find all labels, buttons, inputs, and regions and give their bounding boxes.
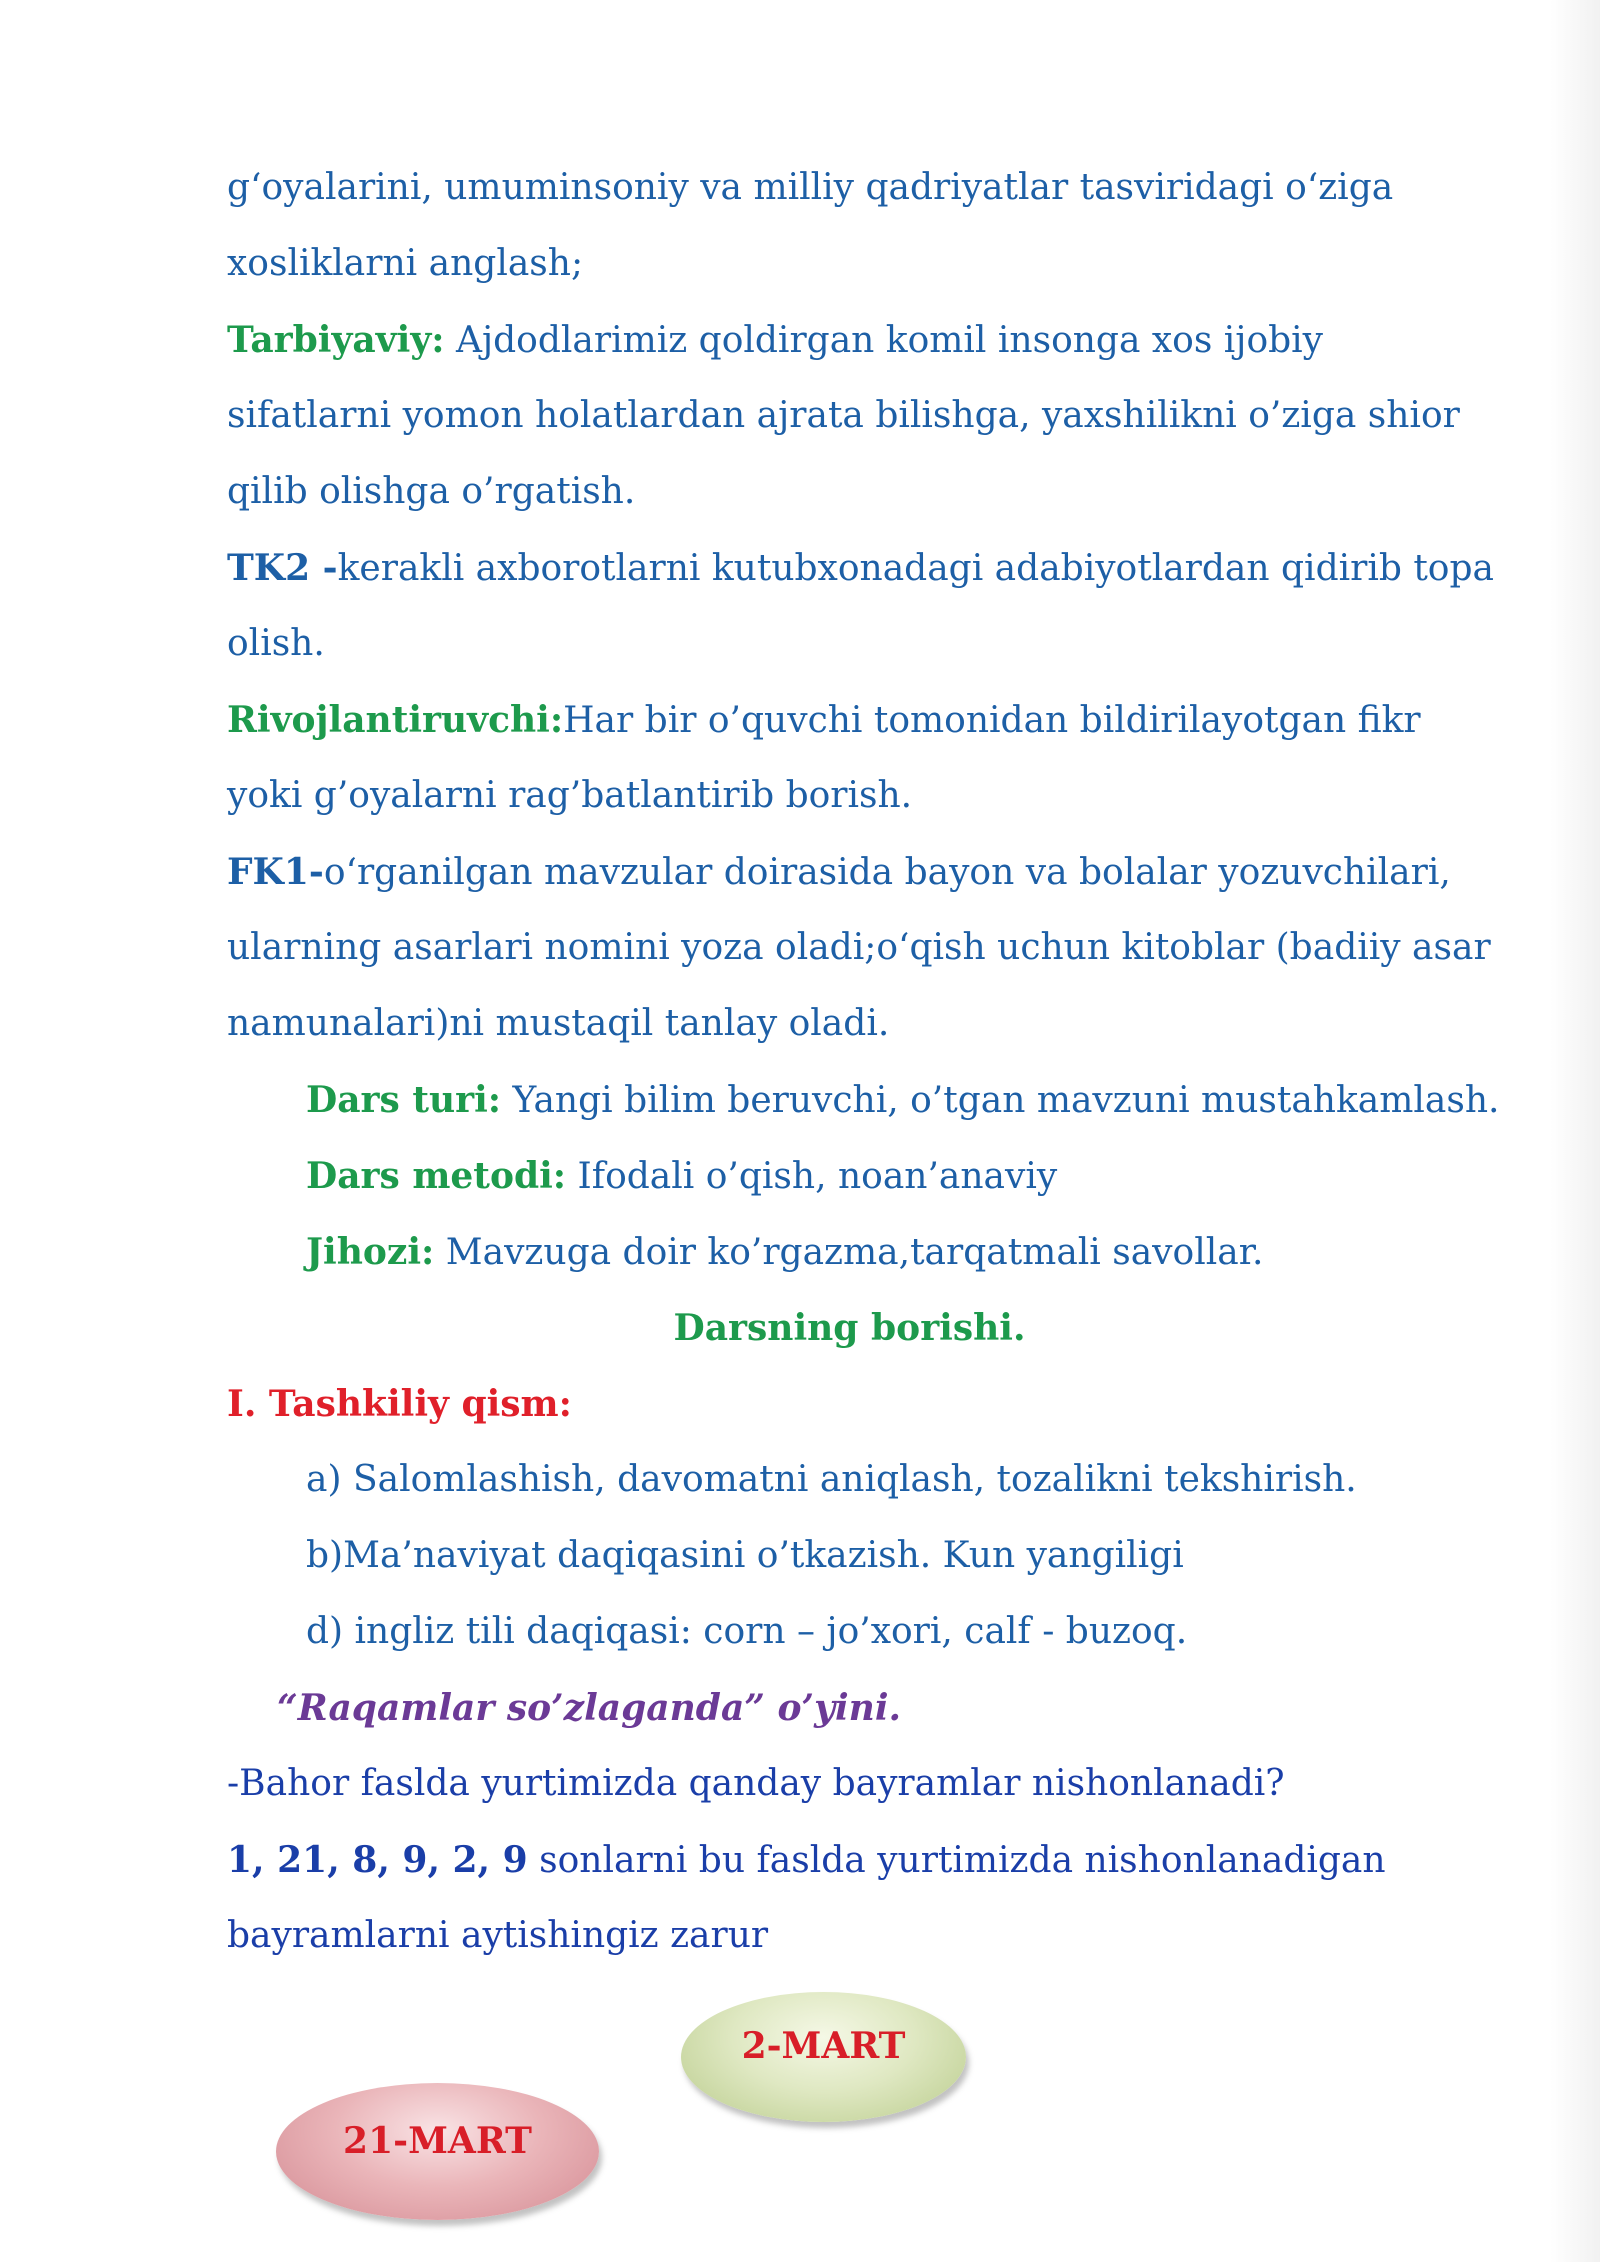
document-body <box>227 150 1527 1974</box>
game-question: -Bahor faslda yurtimizda qanday bayramlar nishonlanadi? <box>227 1763 1285 1804</box>
paragraph-text: g‘oyalarini, umuminsoniy va milliy qadriyatlar tasviridagi o‘ziga <box>227 167 1394 208</box>
rivojlantiruvchi-label: Rivojlantiruvchi: <box>227 699 564 741</box>
text-line <box>227 454 1527 530</box>
progress-heading-line <box>227 1290 1472 1366</box>
paragraph-text: namunalari)ni mustaqil tanlay oladi. <box>227 1003 890 1044</box>
rivojlantiruvchi-line <box>227 682 1527 758</box>
dars-metodi-text: Ifodali o’qish, noan’anaviy <box>566 1156 1058 1197</box>
tk2-line <box>227 530 1527 606</box>
list-item <box>227 1594 1527 1670</box>
rivojlantiruvchi-text: Har bir o’quvchi tomonidan bildirilayotgan fikr <box>563 700 1421 741</box>
jihozi-label: Jihozi: <box>306 1231 435 1273</box>
paragraph-text: ularning asarlari nomini yoza oladi;o‘qish uchun kitoblar (badiiy asar <box>227 927 1491 968</box>
list-item-a: a) Salomlashish, davomatni aniqlash, tozalikni tekshirish. <box>306 1459 1357 1500</box>
game-title: “Raqamlar so’zlaganda” o’yini. <box>277 1687 902 1729</box>
list-item-b: b)Ma’naviyat daqiqasini o’tkazish. Kun yangiligi <box>306 1535 1184 1576</box>
game-title-line <box>227 1670 1527 1746</box>
jihozi-text: Mavzuga doir ko’rgazma,tarqatmali savollar. <box>434 1232 1264 1273</box>
game-numbers: 1, 21, 8, 9, 2, 9 <box>227 1839 528 1881</box>
dars-turi-text: Yangi bilim beruvchi, o’tgan mavzuni mustahkamlash. <box>501 1080 1500 1121</box>
game-last-text: bayramlarni aytishingiz zarur <box>227 1915 769 1956</box>
game-question-line <box>227 1746 1527 1822</box>
text-line <box>227 226 1527 302</box>
paragraph-text: qilib olishga o’rgatish. <box>227 471 636 512</box>
game-numbers-text: sonlarni bu faslda yurtimizda nishonlanadigan <box>527 1840 1386 1881</box>
list-item-d: d) ingliz tili daqiqasi: corn – jo’xori, calf - buzoq. <box>306 1611 1188 1652</box>
tarbiyaviy-text: Ajdodlarimiz qoldirgan komil insonga xos ijobiy <box>444 320 1324 361</box>
paragraph-text: xosliklarni anglash; <box>227 243 584 284</box>
dars-turi-line <box>227 1062 1527 1138</box>
dars-metodi-label: Dars metodi: <box>306 1155 567 1197</box>
tarbiyaviy-line <box>227 302 1527 378</box>
progress-heading: Darsning borishi. <box>673 1307 1026 1349</box>
section-heading: I. Tashkiliy qism: <box>227 1383 572 1425</box>
paragraph-text: sifatlarni yomon holatlardan ajrata bilishga, yaxshilikni o’ziga shior <box>227 395 1460 436</box>
tarbiyaviy-label: Tarbiyaviy: <box>227 319 445 361</box>
holiday-label: 2-MART <box>741 2025 906 2067</box>
paragraph-text: yoki g’oyalarni rag’batlantirib borish. <box>227 775 913 816</box>
holiday-oval-21-mart <box>276 2083 599 2220</box>
text-line <box>227 606 1527 682</box>
jihozi-line <box>227 1214 1527 1290</box>
list-item <box>227 1442 1527 1518</box>
game-last-line <box>227 1898 1527 1974</box>
text-line <box>227 758 1527 834</box>
section-heading-line <box>227 1366 1527 1442</box>
tk2-label: TK2 - <box>227 547 338 589</box>
game-numbers-line <box>227 1822 1527 1898</box>
fk1-line <box>227 834 1527 910</box>
dars-turi-label: Dars turi: <box>306 1079 502 1121</box>
text-line <box>227 378 1527 454</box>
list-item <box>227 1518 1527 1594</box>
text-line <box>227 986 1527 1062</box>
fk1-label: FK1- <box>227 851 324 893</box>
holiday-oval-2-mart <box>681 1992 966 2122</box>
page-edge-shadow <box>1550 0 1600 2262</box>
text-line <box>227 150 1527 226</box>
holiday-label: 21-MART <box>343 2119 532 2162</box>
fk1-text: o‘rganilgan mavzular doirasida bayon va bolalar yozuvchilari, <box>323 852 1451 893</box>
paragraph-text: olish. <box>227 623 325 664</box>
tk2-text: kerakli axborotlarni kutubxonadagi adabiyotlardan qidirib topa <box>337 548 1494 589</box>
dars-metodi-line <box>227 1138 1527 1214</box>
text-line <box>227 910 1527 986</box>
